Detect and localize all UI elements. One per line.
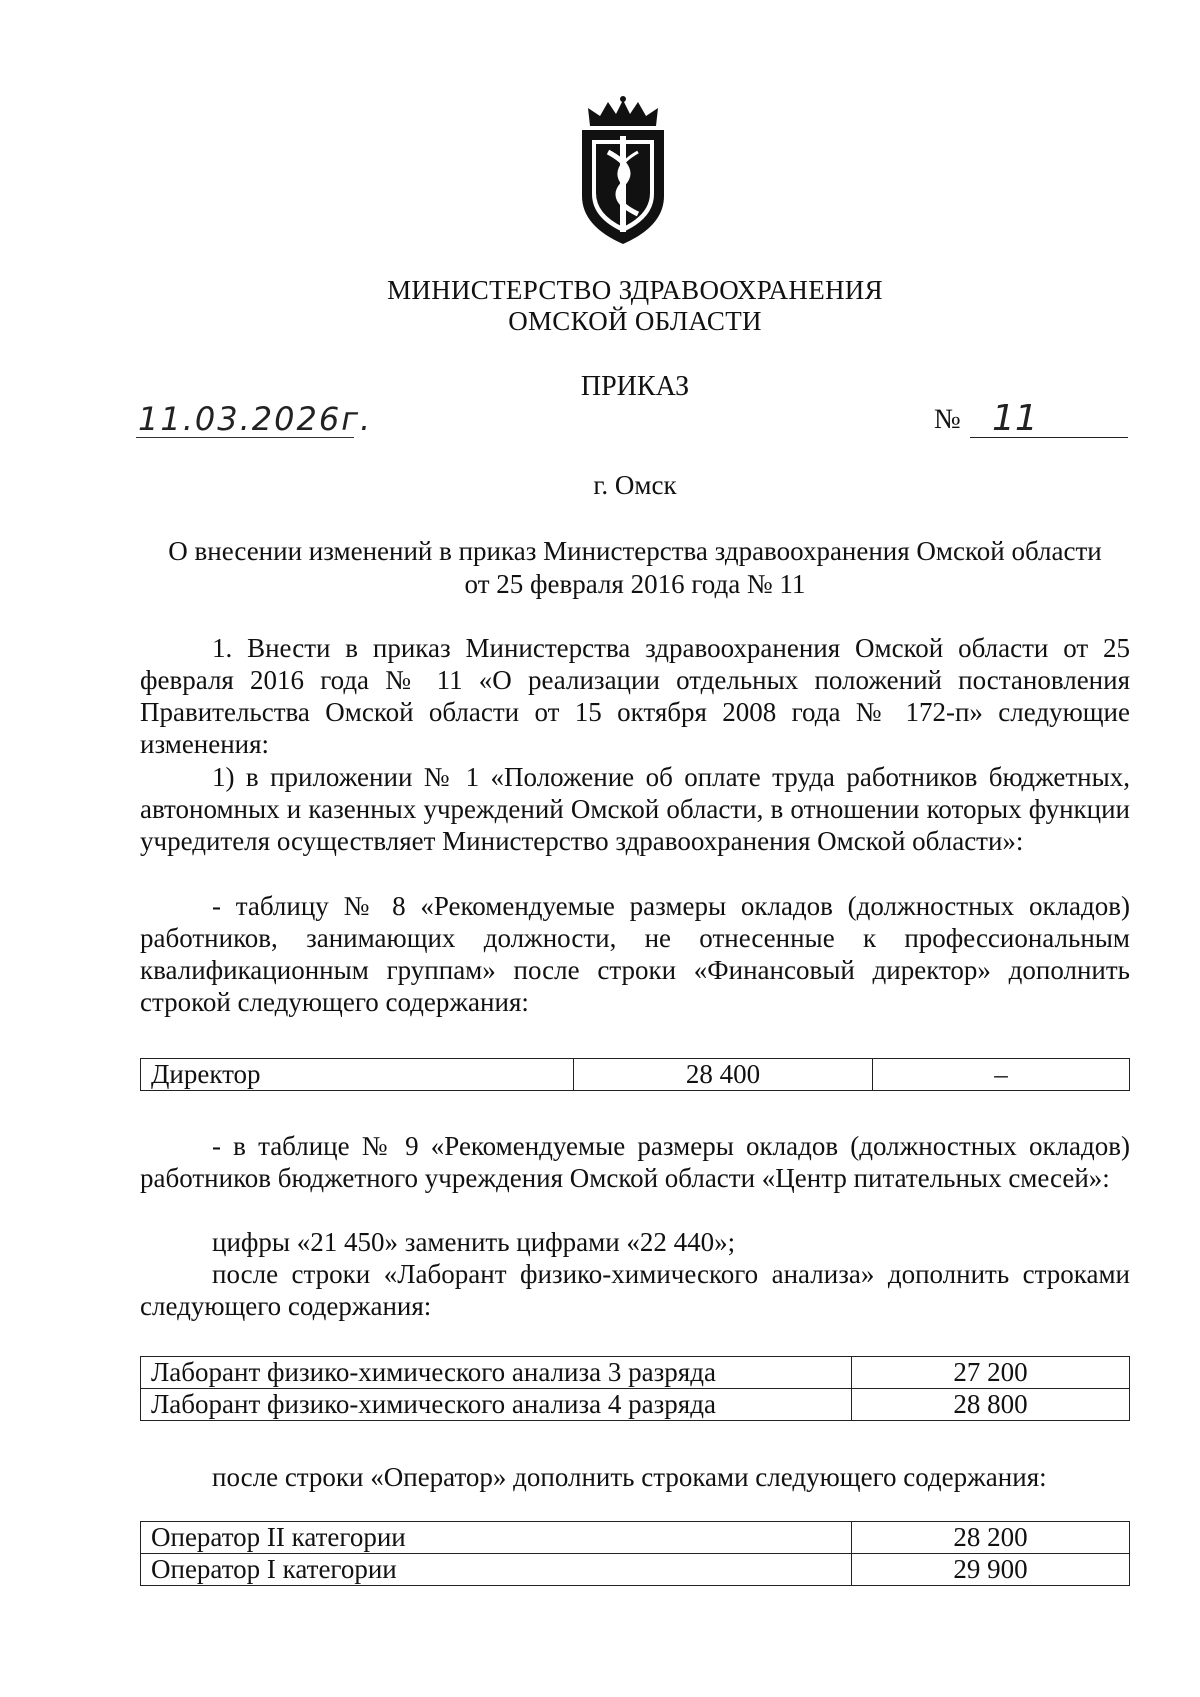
salary-cell: 28 400 (574, 1059, 873, 1091)
salary-cell: 29 900 (852, 1554, 1130, 1586)
table-row (141, 1357, 1130, 1389)
table-row (141, 1059, 1130, 1091)
position-cell: Оператор I категории (141, 1554, 852, 1586)
table-laborant (140, 1356, 1130, 1421)
ministry-name-line2: ОМСКОЙ ОБЛАСТИ (508, 306, 762, 336)
paragraph-6: после строки «Лаборант физико-химического анализа» дополнить строками следующего содержания: (140, 1259, 1130, 1321)
table-row (141, 1554, 1130, 1586)
paragraph-4: - в таблице № 9 «Рекомендуемые размеры окладов (должностных окладов) работников бюджетного учреждения Омской области «Центр питательных смесей»: (140, 1131, 1130, 1193)
table-row (141, 1389, 1130, 1421)
order-title (140, 535, 1130, 601)
table-row (141, 1522, 1130, 1554)
paragraph-2: 1) в приложении № 1 «Положение об оплате труда работников бюджетных, автономных и казенных учреждений Омской области, в отношении которых функции учредителя осуществляет Министерство здравоохранения Омской области»: (140, 762, 1130, 856)
position-cell: Лаборант физико-химического анализа 3 разряда (141, 1357, 852, 1389)
coat-of-arms-icon (568, 96, 678, 246)
table-director (140, 1058, 1130, 1091)
order-title-line2: от 25 февраля 2016 года № 11 (464, 569, 806, 599)
table-operator (140, 1521, 1130, 1586)
number-underline (970, 437, 1128, 438)
paragraph-1: 1. Внести в приказ Министерства здравоохранения Омской области от 25 февраля 2016 года № 11 «О реализации отдельных положений постановления Правительства Омской области от 15 октября 2008 года № 172-п» следующие изменения: (140, 633, 1130, 759)
paragraph-7: после строки «Оператор» дополнить строками следующего содержания: (212, 1462, 1047, 1492)
date-underline (136, 437, 354, 438)
document-type: ПРИКАЗ (580, 371, 690, 402)
order-date: 11.03.2026г. (138, 400, 373, 438)
salary-cell: 28 800 (852, 1389, 1130, 1421)
extra-cell: – (873, 1059, 1130, 1091)
order-number: 11 (992, 398, 1038, 439)
order-title-line1: О внесении изменений в приказ Министерства здравоохранения Омской области (168, 536, 1102, 566)
ministry-name-line1: МИНИСТЕРСТВО ЗДРАВООХРАНЕНИЯ (387, 275, 883, 305)
position-cell: Оператор II категории (141, 1522, 852, 1554)
city: г. Омск (593, 470, 677, 500)
paragraph-5: цифры «21 450» заменить цифрами «22 440»; (212, 1227, 736, 1257)
salary-cell: 28 200 (852, 1522, 1130, 1554)
order-number-label: № (934, 404, 961, 435)
position-cell: Директор (141, 1059, 574, 1091)
salary-cell: 27 200 (852, 1357, 1130, 1389)
paragraph-3: - таблицу № 8 «Рекомендуемые размеры окладов (должностных окладов) работников, занимающих должности, не отнесенные к профессиональным квалификационным группам» после строки «Финансовый директор» дополнить строкой следующего содержания: (140, 891, 1130, 1017)
position-cell: Лаборант физико-химического анализа 4 разряда (141, 1389, 852, 1421)
